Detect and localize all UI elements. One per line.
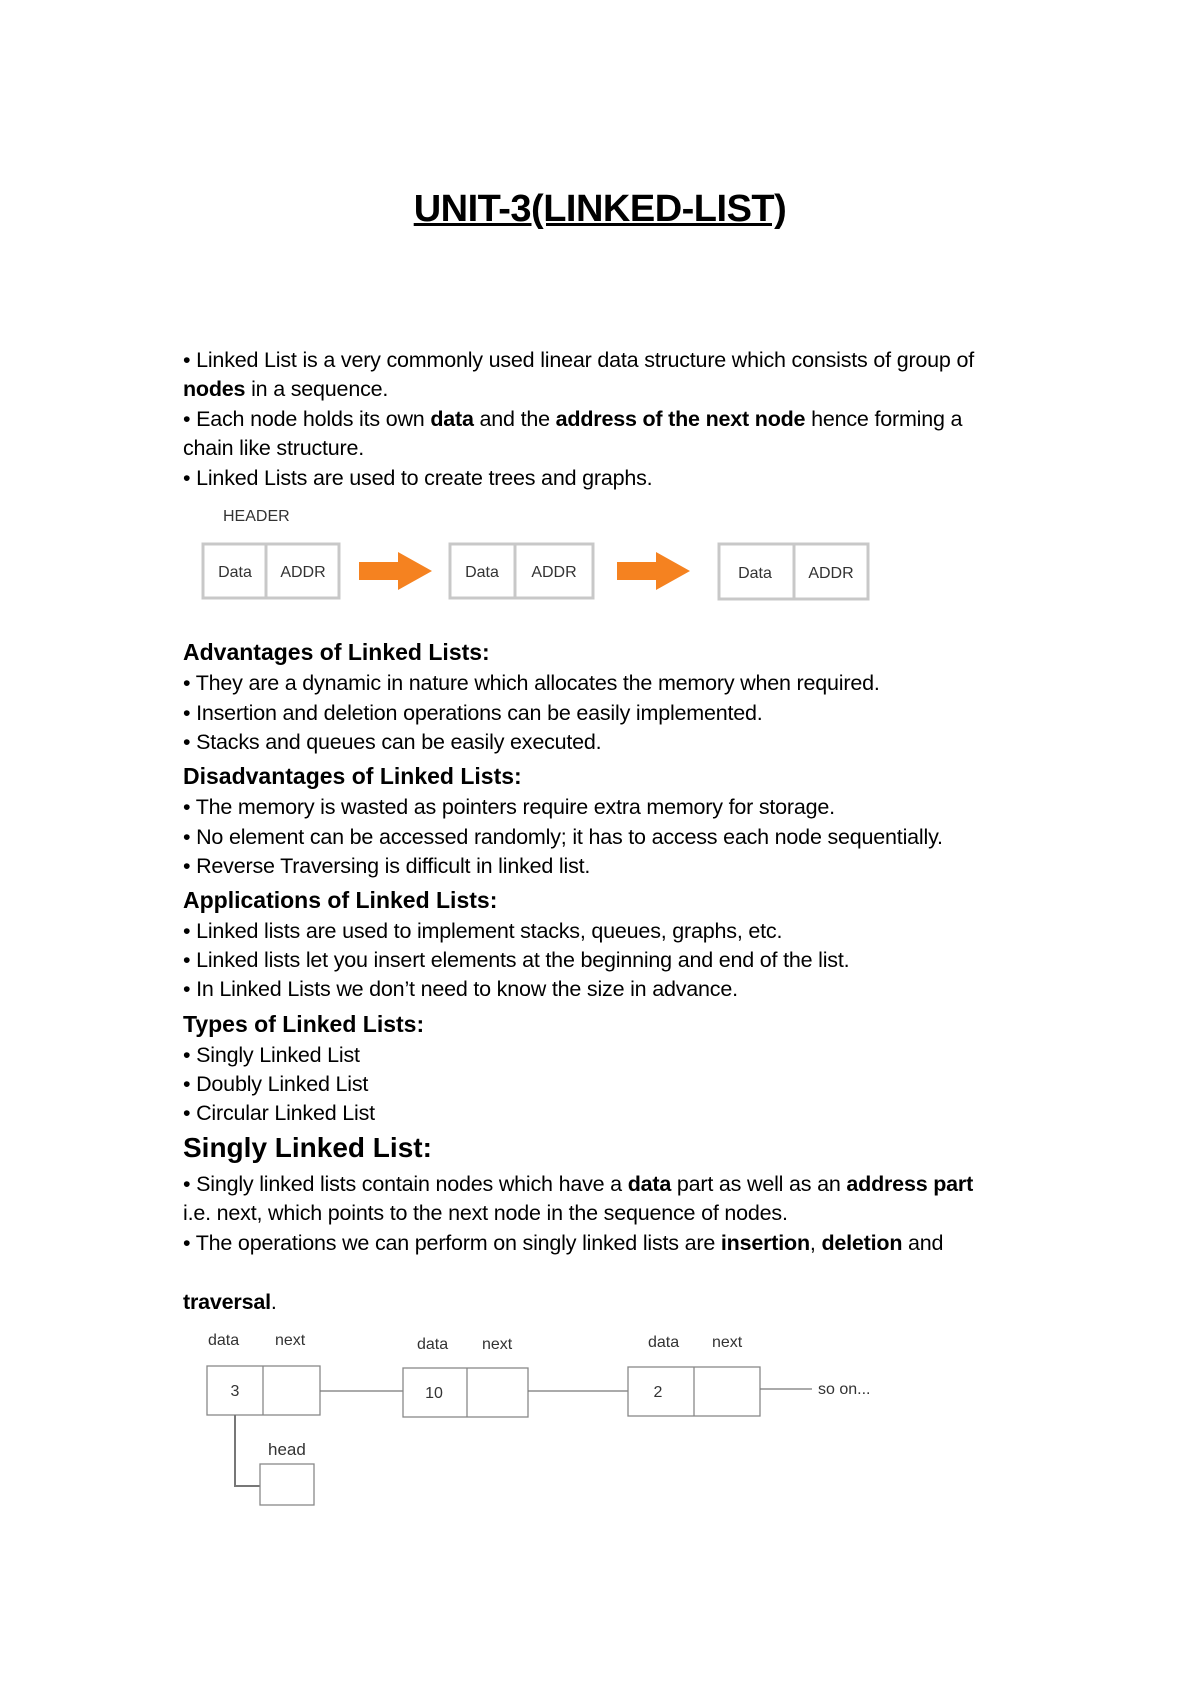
disadvantage-item: • The memory is wasted as pointers require extra memory for storage. [183, 795, 835, 819]
advantages-heading: Advantages of Linked Lists: [183, 639, 490, 665]
header-label: HEADER [223, 508, 290, 525]
head-label: head [268, 1440, 306, 1459]
type-item: • Doubly Linked List [183, 1072, 369, 1096]
node-next-caption: next [712, 1334, 743, 1351]
text-span: , [809, 1231, 822, 1255]
singly-line-4 [183, 1288, 277, 1318]
linked-list-diagram [0, 495, 1200, 615]
node-data-caption: data [208, 1332, 240, 1349]
node-value: 10 [425, 1385, 443, 1402]
types-heading: Types of Linked Lists: [183, 1011, 425, 1037]
advantage-item: • Stacks and queues can be easily executed. [183, 730, 602, 754]
advantage-item: • Insertion and deletion operations can be easily implemented. [183, 701, 763, 725]
node-next-caption: next [482, 1336, 513, 1353]
intro-line-4: chain like structure. [183, 436, 365, 460]
node-data-caption: data [648, 1334, 680, 1351]
singly-line-3 [183, 1229, 943, 1259]
bold-term: data [430, 407, 474, 431]
type-item: • Singly Linked List [183, 1043, 360, 1067]
intro-line-2 [183, 375, 388, 405]
bold-term: insertion [720, 1231, 810, 1255]
singly-line-2: i.e. next, which points to the next node in the sequence of nodes. [183, 1201, 788, 1225]
page-title: UNIT-3(LINKED-LIST) [413, 188, 787, 230]
application-item: • Linked lists are used to implement stacks, queues, graphs, etc. [183, 919, 783, 943]
advantage-item: • They are a dynamic in nature which allocates the memory when required. [183, 671, 880, 695]
node-box [403, 1368, 528, 1417]
node-value: 2 [653, 1384, 663, 1401]
node-data-label: Data [465, 564, 499, 581]
head-box [260, 1464, 314, 1505]
intro-line-1: • Linked List is a very commonly used linear data structure which consists of group of [183, 348, 974, 372]
application-item: • Linked lists let you insert elements at the beginning and end of the list. [183, 948, 850, 972]
node-data-caption: data [417, 1336, 449, 1353]
text-span: and the [473, 407, 556, 431]
intro-line-5: • Linked Lists are used to create trees and graphs. [183, 466, 653, 490]
node-data-label: Data [218, 564, 252, 581]
node-3 [719, 544, 868, 599]
node-value: 3 [230, 1383, 240, 1400]
node-next-caption: next [275, 1332, 306, 1349]
intro-line-3 [183, 405, 962, 435]
bold-term: deletion [821, 1231, 903, 1255]
node-2 [450, 544, 593, 598]
disadvantages-heading: Disadvantages of Linked Lists: [183, 763, 522, 789]
singly-linked-list-diagram [0, 1325, 1200, 1515]
tail-label: so on... [818, 1381, 871, 1398]
bold-term: nodes [183, 377, 246, 401]
node-addr-label: ADDR [280, 564, 326, 581]
text-span: • The operations we can perform on singly linked lists are [183, 1231, 721, 1255]
arrow-icon [359, 552, 432, 590]
text-span: • Singly linked lists contain nodes which have a [183, 1172, 628, 1196]
text-span: hence forming a [805, 407, 963, 431]
node-addr-label: ADDR [531, 564, 577, 581]
type-item: • Circular Linked List [183, 1101, 375, 1125]
bold-term: data [627, 1172, 672, 1196]
singly-line-1 [183, 1170, 973, 1200]
disadvantage-item: • No element can be accessed randomly; it has to access each node sequentially. [183, 825, 943, 849]
head-pointer-line [235, 1415, 260, 1486]
text-span: and [902, 1231, 944, 1255]
application-item: • In Linked Lists we don’t need to know the size in advance. [183, 977, 738, 1001]
text-span: • Each node holds its own [183, 407, 431, 431]
text-span: . [270, 1290, 277, 1314]
text-span: in a sequence. [245, 377, 389, 401]
applications-heading: Applications of Linked Lists: [183, 887, 498, 913]
bold-term: address of the next node [555, 407, 806, 431]
arrow-icon [617, 552, 690, 590]
node-addr-label: ADDR [808, 565, 854, 582]
node-data-label: Data [738, 565, 772, 582]
bold-term: address part [846, 1172, 974, 1196]
singly-heading: Singly Linked List: [183, 1132, 432, 1163]
text-span: part as well as an [671, 1172, 847, 1196]
bold-term: traversal [183, 1290, 271, 1314]
node-1 [203, 544, 339, 598]
disadvantage-item: • Reverse Traversing is difficult in linked list. [183, 854, 591, 878]
